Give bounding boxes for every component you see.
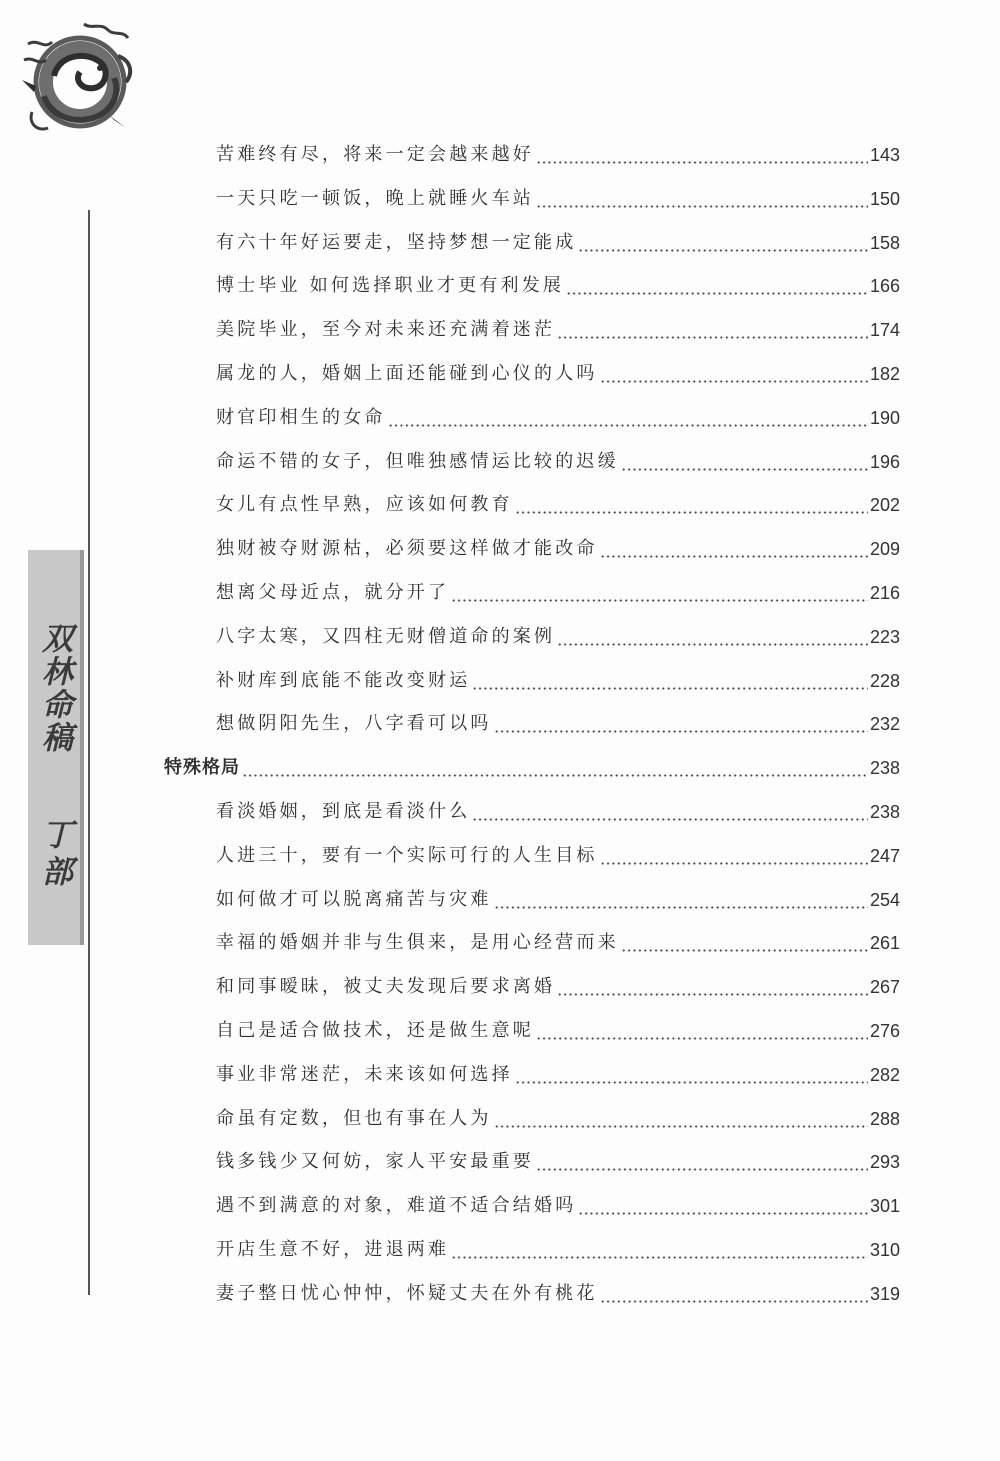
- entry-title: 妻子整日忧心忡忡，怀疑丈夫在外有桃花: [216, 1282, 598, 1304]
- entry-title: 独财被夺财源枯，必须要这样做才能改命: [216, 538, 598, 560]
- entry-page-number: 209: [869, 539, 900, 560]
- toc-entry: [216, 443, 900, 473]
- entry-page-number: 223: [869, 626, 900, 647]
- dot-leader: [536, 1151, 868, 1173]
- entry-title: 幸福的婚姻并非与生俱来，是用心经营而来: [216, 932, 619, 954]
- entry-page-number: 238: [869, 758, 900, 779]
- dot-leader: [578, 232, 868, 254]
- entry-page-number: 276: [869, 1021, 900, 1041]
- toc-entry: [216, 311, 900, 341]
- toc-entry: [216, 1056, 900, 1086]
- entry-page-number: 319: [869, 1283, 900, 1304]
- dot-leader: [600, 1283, 868, 1305]
- dot-leader: [578, 1195, 868, 1217]
- dot-leader: [566, 275, 868, 297]
- dot-leader: [515, 1064, 868, 1086]
- entry-page-number: 293: [869, 1152, 900, 1173]
- entry-title: 八字太寒，又四柱无财僧道命的案例: [216, 625, 556, 647]
- entry-page-number: 216: [869, 583, 900, 603]
- entry-page-number: 158: [869, 232, 900, 253]
- entry-page-number: 196: [869, 451, 900, 472]
- entry-page-number: 301: [869, 1196, 900, 1217]
- toc-entry: [216, 224, 900, 254]
- dot-leader: [557, 319, 868, 341]
- dot-leader: [494, 1108, 868, 1130]
- dot-leader: [472, 670, 868, 692]
- entry-title: 遇不到满意的对象，难道不适合结婚吗: [216, 1195, 577, 1217]
- entry-title: 苦难终有尽，将来一定会越来越好: [216, 144, 534, 165]
- entry-title: 补财库到底能不能改变财运: [216, 669, 471, 691]
- entry-title: 博士毕业 如何选择职业才更有利发展: [216, 275, 565, 297]
- toc-entry: [216, 968, 900, 998]
- entry-title: 想做阴阳先生，八字看可以吗: [216, 713, 492, 735]
- toc-entry: [216, 355, 900, 385]
- dot-leader: [536, 144, 868, 166]
- entry-page-number: 254: [869, 889, 900, 910]
- entry-title: 想离父母近点，就分开了: [216, 582, 450, 603]
- entry-title: 有六十年好运要走，坚持梦想一定能成: [216, 231, 577, 253]
- entry-page-number: 182: [869, 364, 900, 384]
- entry-title: 财官印相生的女命: [216, 406, 386, 428]
- toc-entry: [216, 180, 900, 210]
- entry-title: 如何做才可以脱离痛苦与灾难: [216, 888, 492, 910]
- entry-page-number: 202: [869, 495, 900, 516]
- entry-title: 开店生意不好，进退两难: [216, 1239, 450, 1260]
- entry-title: 钱多钱少又何妨，家人平安最重要: [216, 1151, 534, 1173]
- toc-entry: [216, 136, 900, 166]
- entry-title: 和同事暧昧，被丈夫发现后要求离婚: [216, 976, 556, 998]
- entry-title: 命运不错的女子，但唯独感情运比较的迟缓: [216, 450, 619, 472]
- entry-title: 美院毕业，至今对未来还充满着迷茫: [216, 319, 556, 341]
- toc-entry: [216, 267, 900, 297]
- dot-leader: [557, 976, 868, 998]
- entry-title: 看淡婚姻，到底是看淡什么: [216, 801, 471, 822]
- dot-leader: [451, 1239, 868, 1261]
- entry-page-number: 282: [869, 1064, 900, 1085]
- dot-leader: [600, 845, 868, 867]
- series-title: 双林命稿: [36, 622, 72, 754]
- toc-entry: [216, 1231, 900, 1261]
- dot-leader: [536, 188, 868, 210]
- entry-title: 自己是适合做技术，还是做生意呢: [216, 1020, 534, 1041]
- entry-page-number: 310: [869, 1240, 900, 1260]
- toc-entry: [216, 1275, 900, 1305]
- entry-page-number: 228: [869, 670, 900, 691]
- entry-page-number: 238: [869, 802, 900, 822]
- entry-title: 属龙的人，婚姻上面还能碰到心仪的人吗: [216, 363, 598, 384]
- toc-section: [164, 749, 900, 779]
- entry-page-number: 150: [869, 188, 900, 209]
- toc-entry: [216, 1100, 900, 1130]
- entry-page-number: 261: [869, 933, 900, 954]
- toc-entry: [216, 662, 900, 692]
- entry-page-number: 232: [869, 714, 900, 735]
- toc-entry: [216, 1187, 900, 1217]
- toc-entry: [216, 705, 900, 735]
- dot-leader: [494, 889, 868, 911]
- dot-leader: [242, 757, 868, 779]
- entry-title: 人进三十，要有一个实际可行的人生目标: [216, 844, 598, 866]
- dot-leader: [557, 626, 868, 648]
- toc-entry: [216, 574, 900, 604]
- toc-entry: [216, 486, 900, 516]
- toc-entry: [216, 530, 900, 560]
- entry-page-number: 174: [869, 320, 900, 341]
- entry-title: 特殊格局: [164, 757, 240, 779]
- toc-entry: [216, 1143, 900, 1173]
- dot-leader: [472, 801, 868, 823]
- entry-title: 事业非常迷茫，未来该如何选择: [216, 1063, 513, 1085]
- toc-entry: [216, 1012, 900, 1042]
- entry-page-number: 288: [869, 1108, 900, 1129]
- toc-entry: [216, 399, 900, 429]
- entry-title: 女儿有点性早熟，应该如何教育: [216, 494, 513, 516]
- toc-entry: [216, 924, 900, 954]
- part-label: 丁部: [36, 818, 72, 892]
- dot-leader: [451, 582, 868, 604]
- entry-page-number: 267: [869, 977, 900, 998]
- dot-leader: [494, 713, 868, 735]
- dot-leader: [515, 494, 868, 516]
- entry-page-number: 143: [869, 145, 900, 165]
- dot-leader: [600, 363, 868, 385]
- dot-leader: [600, 538, 868, 560]
- dot-leader: [621, 451, 868, 473]
- dot-leader: [536, 1020, 868, 1042]
- entry-title: 一天只吃一顿饭，晚上就睡火车站: [216, 187, 534, 209]
- toc-entry: [216, 618, 900, 648]
- entry-page-number: 166: [869, 276, 900, 297]
- entry-page-number: 190: [869, 407, 900, 428]
- dot-leader: [621, 932, 868, 954]
- toc-entry: [216, 881, 900, 911]
- toc-entry: [216, 793, 900, 823]
- entry-title: 命虽有定数，但也有事在人为: [216, 1107, 492, 1129]
- dot-leader: [388, 407, 868, 429]
- entry-page-number: 247: [869, 845, 900, 866]
- toc-entry: [216, 837, 900, 867]
